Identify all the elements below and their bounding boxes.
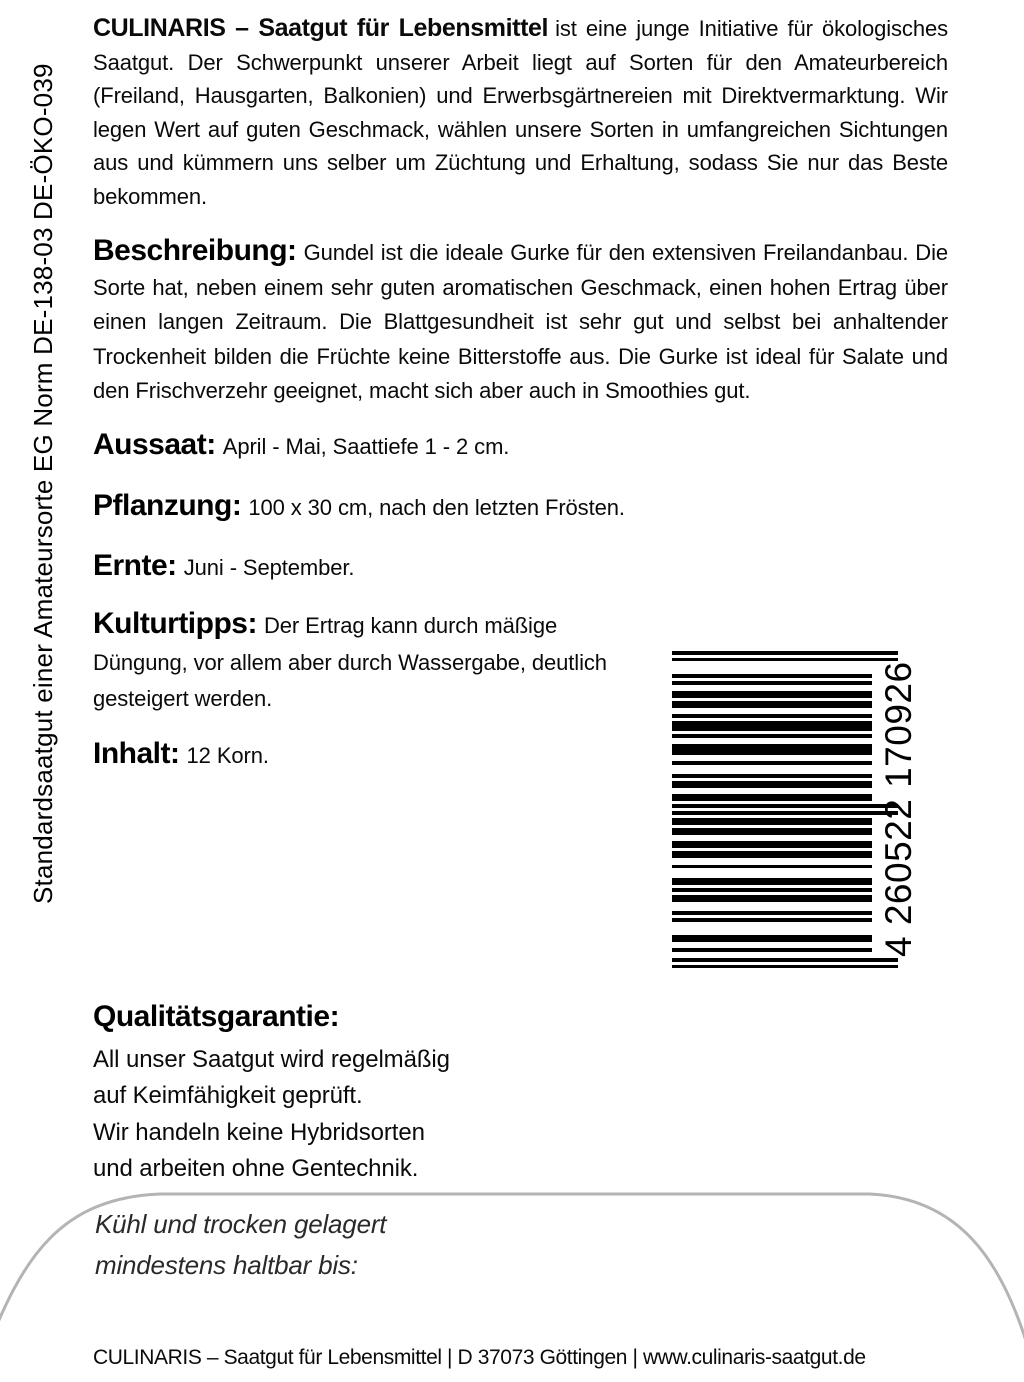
storage-line: mindestens haltbar bis: bbox=[95, 1250, 358, 1280]
side-regulatory-label: Standardsaatgut einer Amateursorte EG Norm DE-138-03 DE-ÖKO-039 bbox=[28, 63, 58, 904]
storage-note bbox=[95, 1204, 386, 1286]
culture-tips-label: Kulturtipps: bbox=[93, 607, 257, 640]
quality-line: Wir handeln keine Hybridsorten bbox=[93, 1118, 425, 1146]
planting-label: Pflanzung: bbox=[93, 489, 242, 522]
quality-heading: Qualitätsgarantie: bbox=[93, 1000, 340, 1033]
storage-line: Kühl und trocken gelagert bbox=[95, 1209, 387, 1239]
harvest-section bbox=[93, 547, 948, 587]
quality-line: auf Keimfähigkeit geprüft. bbox=[93, 1082, 363, 1109]
brand-name: CULINARIS – Saatgut für Lebensmittel bbox=[93, 14, 549, 42]
description-label: Beschreibung: bbox=[93, 234, 297, 267]
footer-text: CULINARIS – Saatgut für Lebensmittel | D 37073 Göttingen | www.culinaris-saatgut.de bbox=[93, 1346, 866, 1369]
planting-text: 100 x 30 cm, nach den letzten Frösten. bbox=[248, 495, 625, 520]
quality-guarantee-section bbox=[93, 999, 948, 1188]
description-text: Gundel ist die ideale Gurke für den extensiven Freilandanbau. Die Sorte hat, neben einem sehr guten aromatischen Geschmack, einen hohen Ertrag über einen langen Zeitraum. Die Blattgesundheit ist sehr gut und selbst bei anhaltender Trockenheit bilden die Früchte keine Bitterstoffe aus. Die Gurke ist ideal für Salate und den Frischverzehr geeignet, macht sich aber auch in Smoothies gut. bbox=[93, 240, 948, 403]
harvest-label: Ernte: bbox=[93, 549, 177, 582]
intro-paragraph bbox=[93, 12, 948, 213]
culture-tips-section bbox=[93, 606, 645, 718]
quality-line: All unser Saatgut wird regelmäßig bbox=[93, 1045, 450, 1073]
sowing-section bbox=[93, 426, 948, 466]
sowing-text: April - Mai, Saattiefe 1 - 2 cm. bbox=[222, 434, 510, 459]
contents-label: Inhalt: bbox=[93, 737, 180, 770]
description-section bbox=[93, 234, 948, 409]
planting-section bbox=[93, 487, 948, 527]
harvest-text: Juni - September. bbox=[183, 555, 355, 580]
barcode-number: 4 260522 170926 bbox=[878, 661, 919, 958]
barcode bbox=[672, 651, 934, 968]
intro-text: ist eine junge Initiative für ökologisches Saatgut. Der Schwerpunkt unserer Arbeit liegt auf Sorten für den Amateurbereich (Freiland, Hausgarten, Balkonien) und Erwerbsgärtnereien mit Direktvermarktung. Wir legen Wert auf guten Geschmack, wählen unsere Sorten in umfangreichen Sichtungen aus und kümmern uns selber um Züchtung und Erhaltung, sodass Sie nur das Beste bekommen. bbox=[93, 16, 948, 209]
quality-line: und arbeiten ohne Gentechnik. bbox=[93, 1155, 419, 1182]
culture-tips-text: Der Ertrag kann durch mäßige Düngung, vor allem aber durch Wassergabe, deutlich gesteigert werden. bbox=[93, 613, 607, 711]
contents-text: 12 Korn. bbox=[186, 743, 269, 768]
sowing-label: Aussaat: bbox=[93, 428, 216, 461]
